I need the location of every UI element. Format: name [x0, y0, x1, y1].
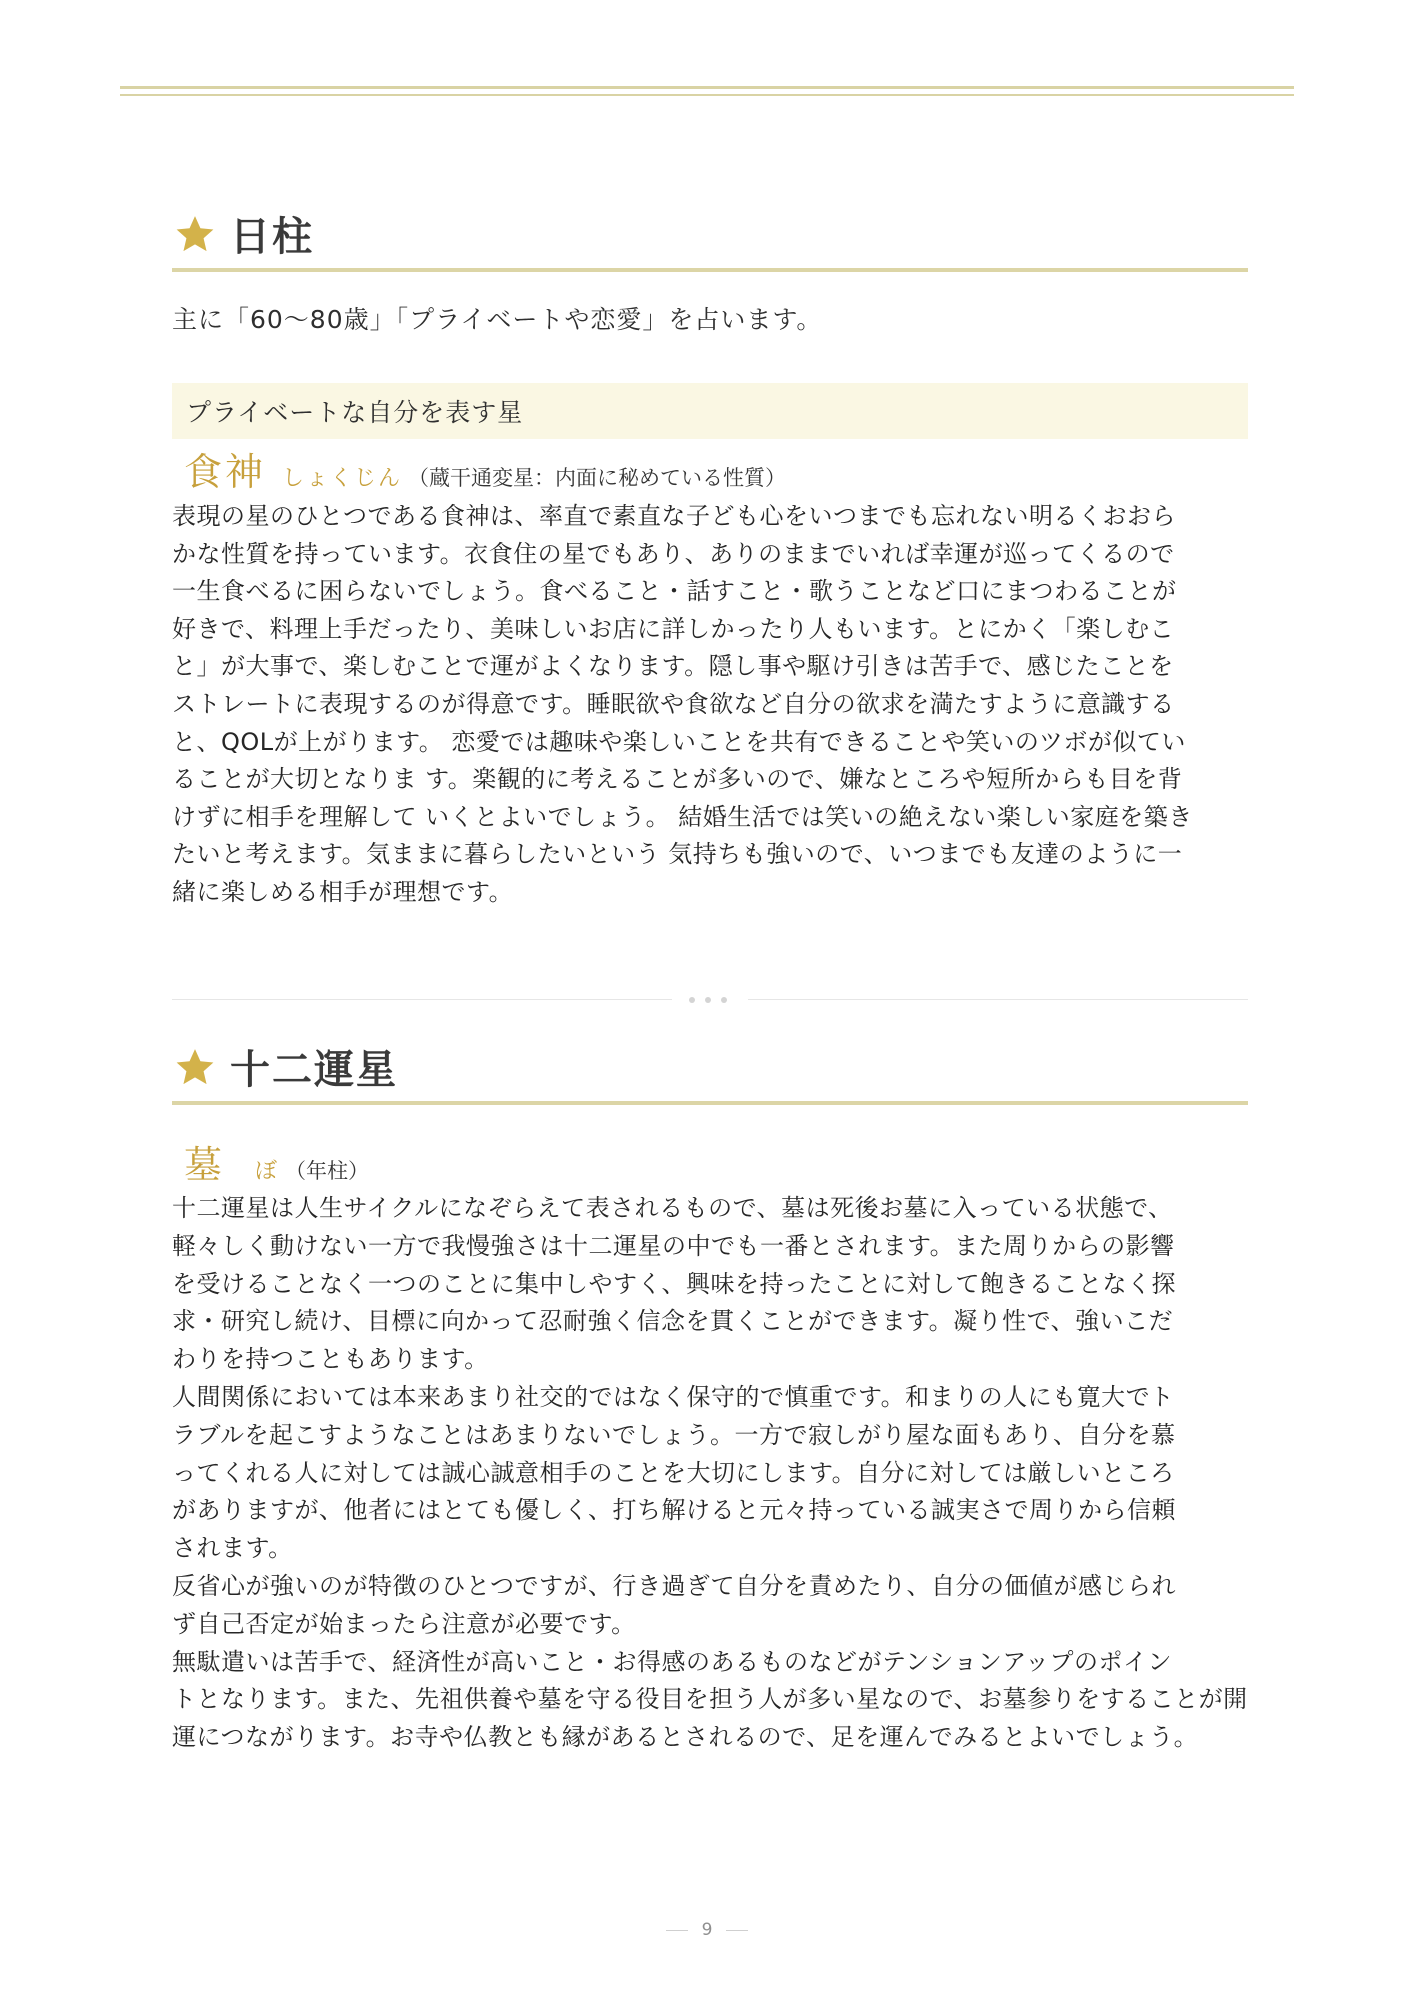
- star-heading-shokujin: [184, 441, 786, 496]
- section-underline: [172, 1101, 1248, 1105]
- page-number: 9: [701, 1920, 713, 1940]
- body-paragraph-shokujin: 表現の星のひとつである食神は、率直で素直な子ども心をいつまでも忘れない明るくおおら かな性質を持っています。衣食住の星でもあり、ありのままでいれば幸運が巡ってくるので 一生食べるに困らないでしょう。食べること・話すこと・歌うことなど口にまつわることが 好きで、料理上手だったり、美味しいお店に詳しかったり人もいます。とにかく「楽しむこ と」が大事で、楽しむことで運がよくなります。隠し事や駆け引きは苦手で、感じたことを ストレートに表現するのが得意です。睡眠欲や食欲など自分の欲求を満たすように意識する と、QOLが上がります。 恋愛では趣味や楽しいことを共有できることや笑いのツボが似てい ることが大切となりま す。楽観的に考えることが多いので、嫌なところや短所からも目を背 けずに相手を理解して いくとよいでしょう。 結婚生活では笑いの絶えない楽しい家庭を築き たいと考えます。気ままに暮らしたいという 気持ちも強いので、いつまでも友達のように一 緒に楽しめる相手が理想です。: [172, 502, 1193, 906]
- star-icon: [174, 1046, 216, 1088]
- star-note: （蔵干通変星：内面に秘めている性質）: [408, 466, 787, 490]
- subheader-bar: [172, 383, 1248, 439]
- star-name: 墓: [184, 1143, 226, 1187]
- star-icon: [174, 213, 216, 255]
- intro-text: 主に「60～80歳」「プライベートや恋愛」を占います。: [172, 305, 823, 334]
- star-reading: しょくじん: [282, 466, 403, 491]
- star-name: 食神: [184, 450, 267, 494]
- section-title-text: 十二運星: [230, 1047, 398, 1093]
- section-title-text: 日柱: [230, 214, 314, 260]
- star-note: （年柱）: [285, 1159, 370, 1183]
- star-heading-bo: [184, 1134, 369, 1189]
- header-rule: [120, 86, 1294, 89]
- star-reading: ぼ: [255, 1159, 280, 1184]
- header-rule-thin: [120, 94, 1294, 96]
- section-title-nichichu: [174, 205, 314, 262]
- page-footer: [0, 1920, 1414, 1940]
- section-underline: [172, 268, 1248, 272]
- subheader-text: プライベートな自分を表す星: [186, 398, 524, 427]
- body-paragraph-bo: 十二運星は人生サイクルになぞらえて表されるもので、墓は死後お墓に入っている状態で、 軽々しく動けない一方で我慢強さは十二運星の中でも一番とされます。また周りからの影響 を受けることなく一つのことに集中しやすく、興味を持ったことに対して飽きることなく探 求・研究し続け、目標に向かって忍耐強く信念を貫くことができます。凝り性で、強いこだ わりを持つこともあります。 人間関係においては本来あまり社交的ではなく保守的で慎重です。和まりの人にも寛大でト ラブルを起こすようなことはあまりないでしょう。一方で寂しがり屋な面もあり、自分を慕 ってくれる人に対しては誠心誠意相手のことを大切にします。自分に対しては厳しいところ がありますが、他者にはとても優しく、打ち解けると元々持っている誠実さで周りから信頼 されます。 反省心が強いのが特徴のひとつですが、行き過ぎて自分を責めたり、自分の価値が感じられ ず自己否定が始まったら注意が必要です。 無駄遣いは苦手で、経済性が高いこと・お得感のあるものなどがテンションアップのポイン トとなります。また、先祖供養や墓を守る役目を担う人が多い星なので、お墓参りをすることが開 運につながります。お寺や仏教とも縁があるとされるので、足を運んでみるとよいでしょう。: [172, 1194, 1248, 1752]
- section-title-juniunsei: [174, 1038, 398, 1095]
- section-divider: [172, 996, 1248, 1004]
